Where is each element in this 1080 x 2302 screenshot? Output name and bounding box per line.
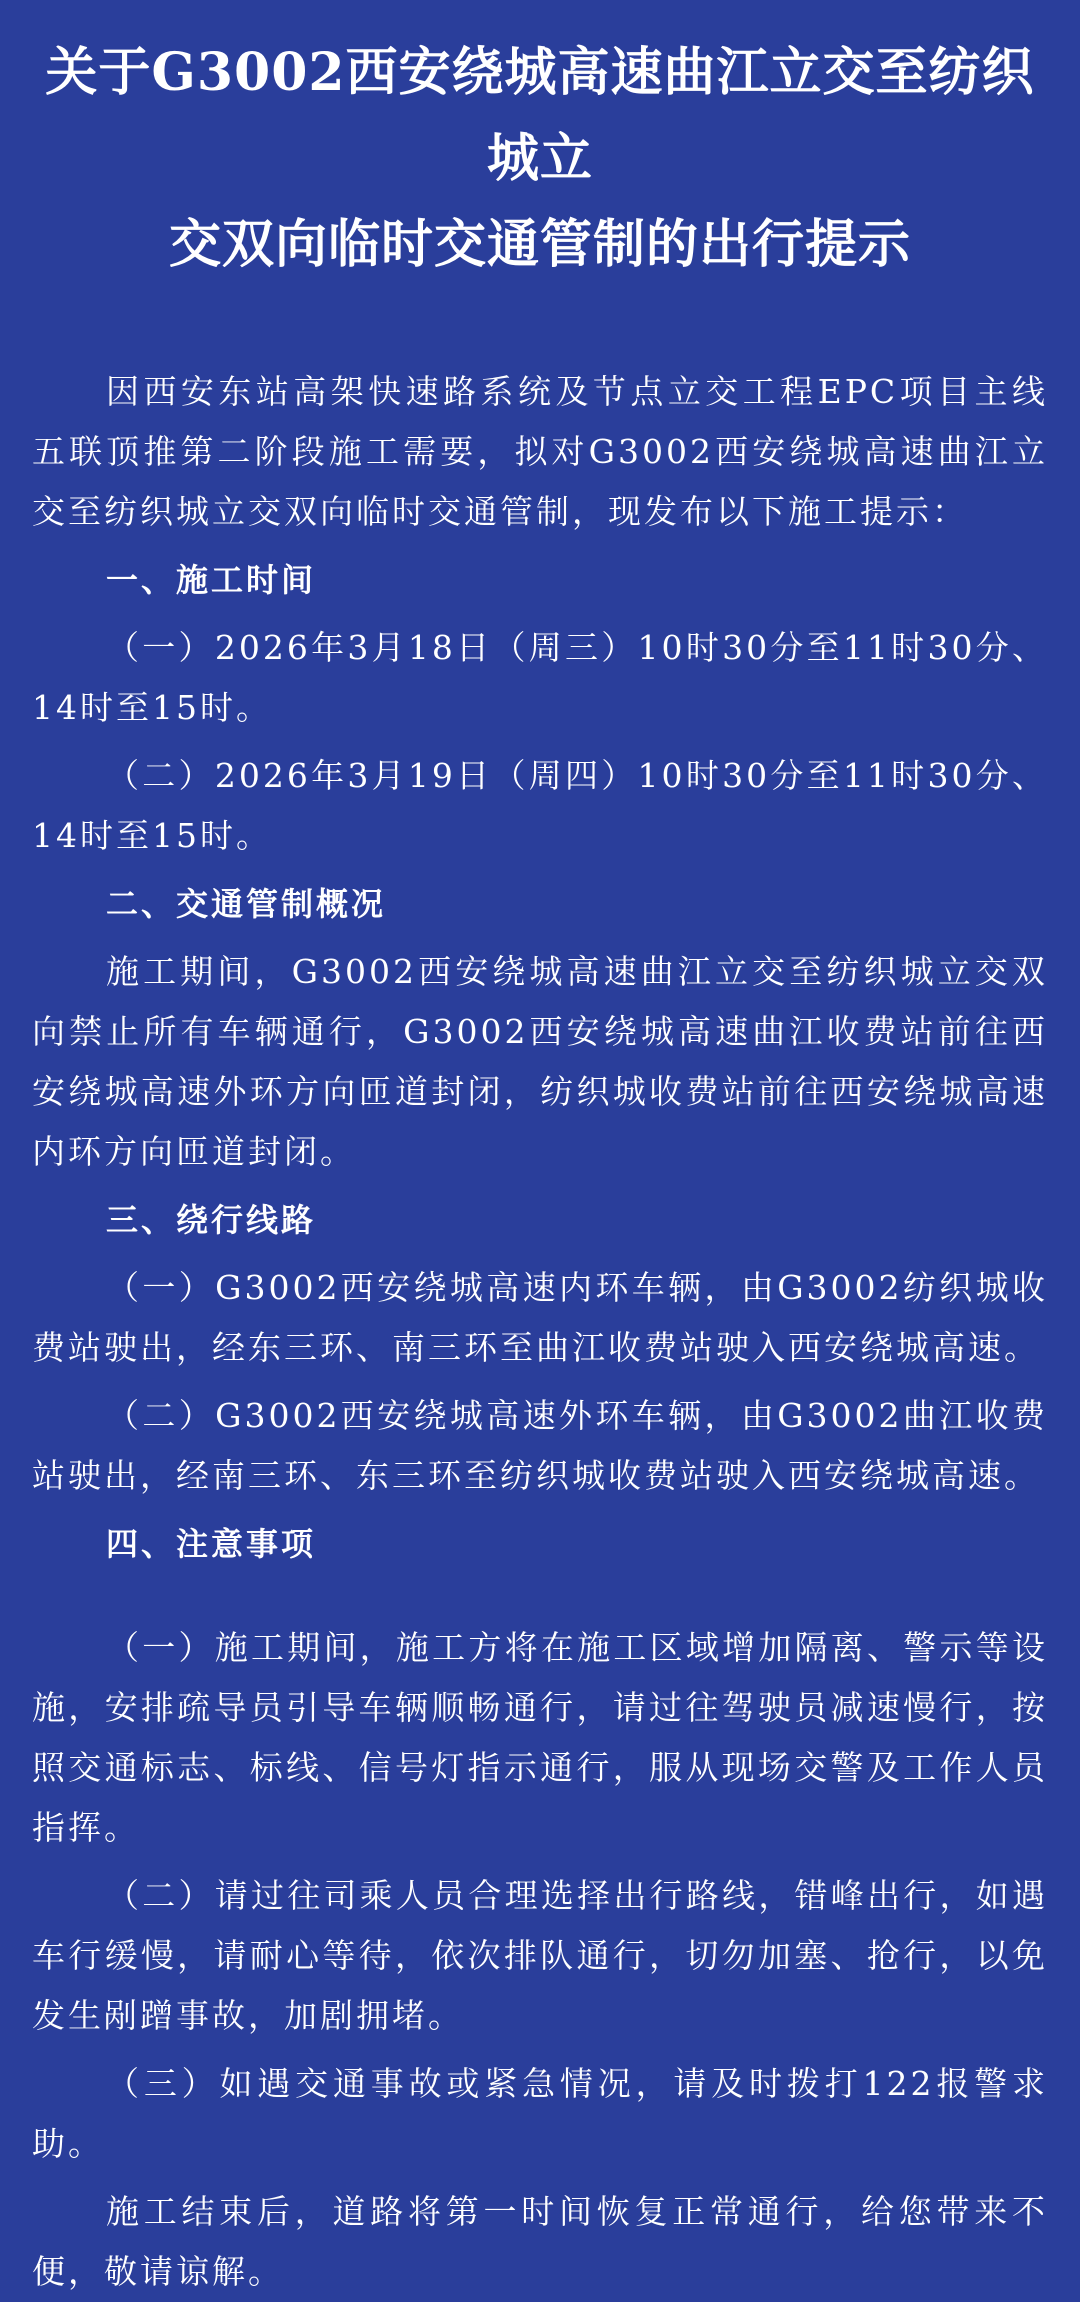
section-heading-detour: 三、绕行线路: [106, 1201, 317, 1239]
detour-item-1: （一）G3002西安绕城高速内环车辆，由G3002纺织城收费站驶出，经东三环、南三环至曲江收费站驶入西安绕城高速。: [32, 1268, 1048, 1367]
page-title: [32, 30, 1048, 288]
notes-item-3: （三）如遇交通事故或紧急情况，请及时拨打122报警求助。: [32, 2064, 1048, 2163]
intro-paragraph: 因西安东站高架快速路系统及节点立交工程EPC项目主线五联顶推第二阶段施工需要，拟对G3002西安绕城高速曲江立交至纺织城立交双向临时交通管制，现发布以下施工提示：: [32, 372, 1048, 531]
section-heading-time: 一、施工时间: [106, 561, 317, 599]
section-heading-notes: 四、注意事项: [106, 1525, 317, 1563]
closing-paragraph: 施工结束后，道路将第一时间恢复正常通行，给您带来不便，敬请谅解。: [32, 2192, 1048, 2291]
title-line-2: 交双向临时交通管制的出行提示: [168, 214, 911, 275]
control-paragraph: 施工期间，G3002西安绕城高速曲江立交至纺织城立交双向禁止所有车辆通行，G3002西安绕城高速曲江收费站前往西安绕城高速外环方向匝道封闭，纺织城收费站前往西安绕城高速内环方向匝道封闭。: [32, 952, 1048, 1171]
section-heading-control: 二、交通管制概况: [106, 885, 387, 923]
spacer: [32, 1582, 1048, 1618]
time-item-1: （一）2026年3月18日（周三）10时30分至11时30分、14时至15时。: [32, 628, 1048, 727]
notice-body: [32, 362, 1048, 2302]
title-line-1: 关于G3002西安绕城高速曲江立交至纺织城立: [45, 42, 1035, 189]
time-item-2: （二）2026年3月19日（周四）10时30分至11时30分、14时至15时。: [32, 756, 1048, 855]
detour-item-2: （二）G3002西安绕城高速外环车辆，由G3002曲江收费站驶出，经南三环、东三环至纺织城收费站驶入西安绕城高速。: [32, 1396, 1048, 1495]
notes-item-1: （一）施工期间，施工方将在施工区域增加隔离、警示等设施，安排疏导员引导车辆顺畅通行，请过往驾驶员减速慢行，按照交通标志、标线、信号灯指示通行，服从现场交警及工作人员指挥。: [32, 1628, 1048, 1847]
notes-item-2: （二）请过往司乘人员合理选择出行路线，错峰出行，如遇车行缓慢，请耐心等待，依次排队通行，切勿加塞、抢行，以免发生剐蹭事故，加剧拥堵。: [32, 1876, 1048, 2035]
